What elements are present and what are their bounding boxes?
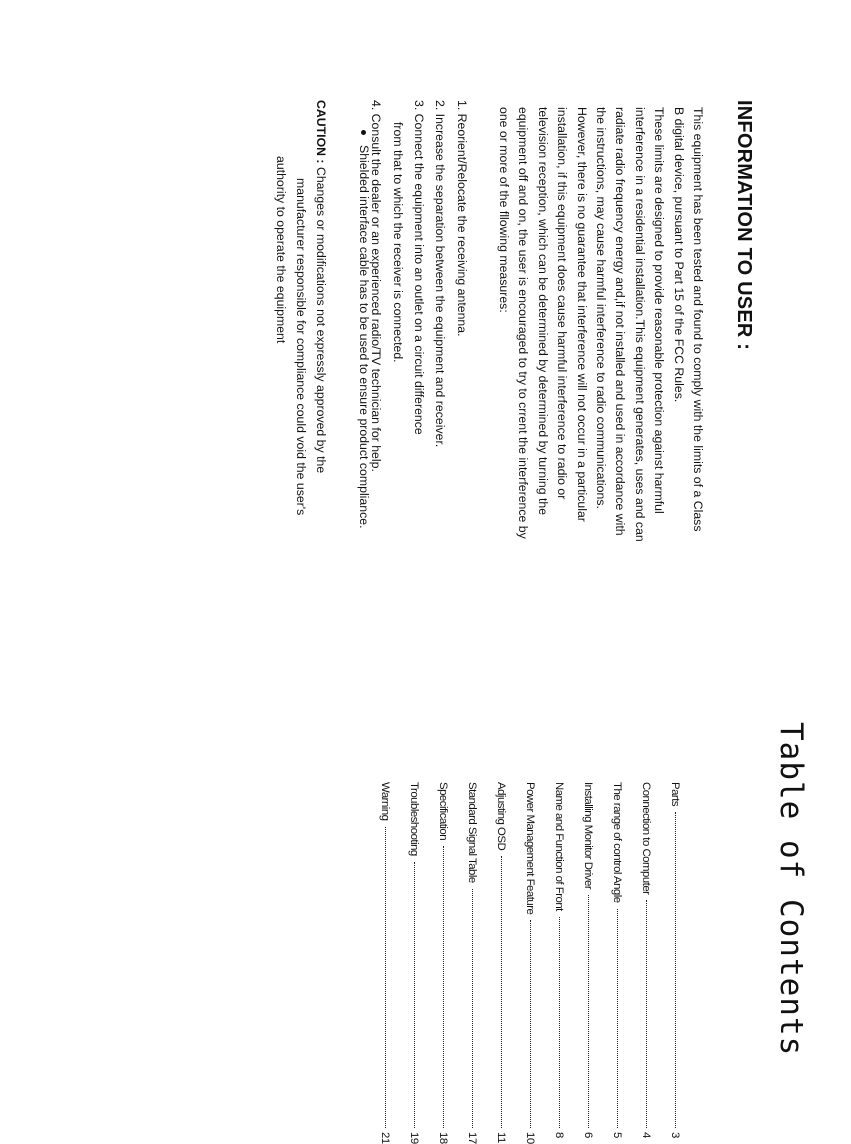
- toc-entry-page: 6: [582, 1132, 594, 1138]
- toc-entry[interactable]: [486, 782, 515, 1144]
- toc-entry[interactable]: [573, 782, 602, 1144]
- toc-entry-page: 21: [379, 1132, 391, 1144]
- measure-item: 3. Connect the equipment into an outlet on a circuit difference: [412, 100, 426, 435]
- paragraph-line: B digital device, pursuant to Part 15 of the FCC Rules.: [671, 107, 686, 403]
- dot-leader: [472, 889, 473, 1128]
- toc-entry[interactable]: [660, 782, 689, 1144]
- dot-leader: [385, 827, 386, 1129]
- toc-entry-page: 8: [553, 1132, 565, 1138]
- measures-list: [365, 100, 473, 472]
- toc-entry-page: 5: [611, 1132, 623, 1138]
- caution-line: authority to operate the equipment: [274, 156, 288, 344]
- paragraph-line: installation, if this equipment does cause harmful interference to radio or: [555, 107, 570, 500]
- toc-entry-label: Warning: [379, 782, 391, 821]
- toc-entry-label: Connection to Computer: [640, 782, 652, 895]
- measure-item-continuation: from that to which the receiver is connected.: [391, 122, 405, 363]
- toc-entry-page: 19: [408, 1132, 420, 1144]
- dot-leader: [646, 900, 647, 1128]
- toc-entry-label: Parts: [669, 782, 681, 807]
- caution-line: [311, 100, 331, 515]
- toc-entry[interactable]: [631, 782, 660, 1144]
- toc-entry-label: Troubleshooting: [408, 782, 420, 856]
- paragraph-line: This equipment has been tested and found to comply with the limits of a Class: [691, 107, 705, 532]
- measure-item: 2. Increase the separation between the equipment and receiver.: [433, 100, 447, 448]
- toc-entry[interactable]: [370, 782, 399, 1144]
- bullet-icon: [361, 130, 366, 135]
- toc-entry-label: Name and Function of Front: [553, 782, 565, 911]
- toc-entry-label: Standard Signal Table: [466, 782, 478, 883]
- fcc-statement-paragraph: [494, 107, 707, 747]
- info-heading: INFORMATION TO USER :: [733, 100, 755, 351]
- toc-entry-label: Power Management Feature: [524, 782, 536, 915]
- toc-entry[interactable]: [428, 782, 457, 1144]
- paragraph-line: interference in a residential installation.This equipment generates, uses and can: [632, 107, 647, 542]
- caution-notice: [271, 100, 331, 515]
- paragraph-line: one or more of the fllowing measures:: [497, 107, 512, 313]
- paragraph-line: equipment off and on, the user is encouraged to try to crrent the interference by: [516, 107, 531, 539]
- toc-entry-label: The range of control Angle: [611, 782, 623, 903]
- dot-leader: [617, 909, 618, 1128]
- paragraph-line: However, there is no guarantee that interference will not occur in a particular: [574, 107, 589, 522]
- paragraph-line: radiate radio frequency energy and,if not installed and used in accordance with: [613, 107, 628, 536]
- toc-entry-page: 17: [466, 1132, 478, 1144]
- measure-item: 4. Consult the dealer or an experienced radio/TV technician for help.: [369, 100, 383, 472]
- caution-text: Changes or modifications not expressly approved by the: [314, 166, 328, 474]
- bullet-text: Shielded interface cable has to be used to ensure product compliance.: [357, 145, 371, 529]
- dot-leader: [501, 856, 502, 1128]
- caution-line: manufacturer responsible for compliance could void the user's: [294, 178, 308, 516]
- toc-entry-label: Installing Monitor Driver: [582, 782, 594, 890]
- dot-leader: [559, 917, 560, 1128]
- dot-leader: [588, 895, 589, 1128]
- toc-entry-page: 4: [640, 1132, 652, 1138]
- dot-leader: [443, 846, 444, 1128]
- paragraph-line: These limits are designed to provide reasonable protection against harmful: [652, 107, 667, 514]
- paragraph-line: television reception, which can be determined by determined by turning the: [535, 107, 550, 516]
- toc-entry-page: 3: [669, 1132, 681, 1138]
- toc-entry-page: 18: [437, 1132, 449, 1144]
- measure-item: 1. Reorient/Relocate the receiving antenna.: [455, 100, 469, 337]
- dot-leader: [675, 812, 676, 1128]
- toc-entry[interactable]: [602, 782, 631, 1144]
- shielded-cable-note: [357, 130, 371, 529]
- toc-entry-page: 11: [495, 1132, 507, 1143]
- toc-title: Table of Contents: [773, 722, 809, 1057]
- toc-entry[interactable]: [515, 782, 544, 1144]
- toc-entry[interactable]: [457, 782, 486, 1144]
- toc-entry[interactable]: [544, 782, 573, 1144]
- toc-entry-page: 10: [524, 1132, 536, 1144]
- dot-leader: [414, 862, 415, 1128]
- toc-list: [370, 782, 689, 1144]
- dot-leader: [530, 920, 531, 1128]
- caution-label: CAUTION :: [314, 100, 328, 164]
- toc-entry[interactable]: [399, 782, 428, 1144]
- toc-entry-label: Specification: [437, 782, 449, 841]
- toc-entry-label: Adjusting OSD: [495, 782, 507, 851]
- paragraph-line: the instructions, may cause harmful interference to radio communications.: [594, 107, 609, 509]
